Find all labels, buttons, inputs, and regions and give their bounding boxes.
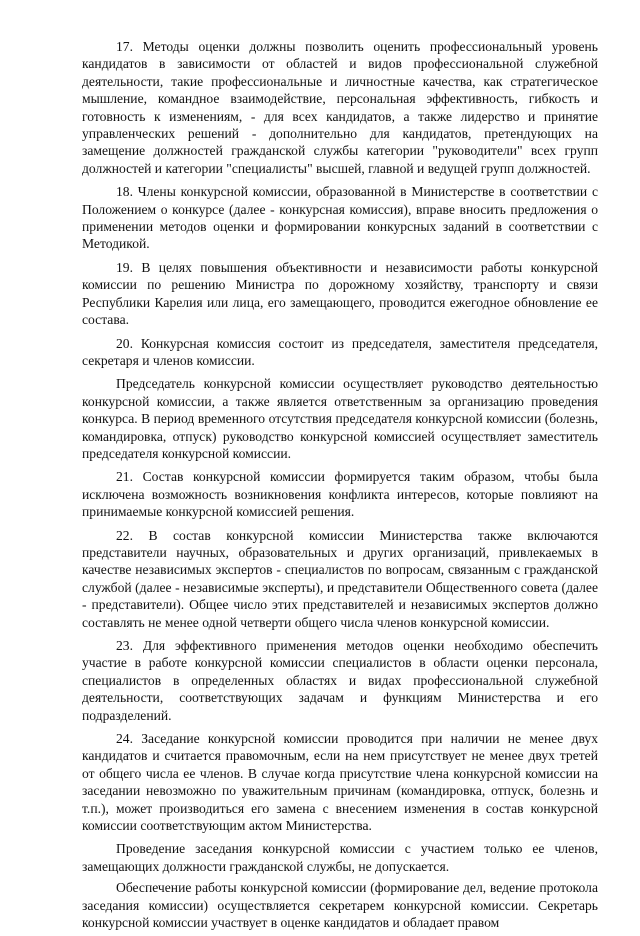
paragraph-24-members: Проведение заседания конкурсной комиссии с участием только ее членов, замещающих должности гражданской службы, не допускается. xyxy=(82,841,598,874)
paragraph-17: 17. Методы оценки должны позволить оценить профессиональный уровень кандидатов в зависимости от областей и видов профессиональной служебной деятельности, такие профессиональные и личностные качества, как стратегическое мышление, командное взаимодействие, персональная эффективность, гибкость и готовность к изменениям, - для всех кандидатов, а также лидерство и принятие управленческих решений - дополнительно для кандидатов, претендующих на замещение должностей гражданской службы категории "руководители" всех групп должностей и категории "специалисты" высшей, главной и ведущей групп должностей. xyxy=(82,39,598,176)
paragraph-23: 23. Для эффективного применения методов оценки необходимо обеспечить участие в работе конкурсной комиссии специалистов в области оценки персонала, специалистов в определенных областях и видах профессиональной служебной деятельности, соответствующих задачам и функциям Министерства и его подразделений. xyxy=(82,638,598,723)
paragraph-20: 20. Конкурсная комиссия состоит из председателя, заместителя председателя, секретаря и членов комиссии. xyxy=(82,335,598,368)
paragraph-20-chairman: Председатель конкурсной комиссии осуществляет руководство деятельностью конкурсной комиссии, а также является ответственным за организацию проведения конкурса. В период временного отсутствия председателя конкурсной комиссии (болезнь, командировка, отпуск) руководство конкурсной комиссией осуществляет заместитель председателя конкурсной комиссии. xyxy=(82,376,598,461)
paragraph-19: 19. В целях повышения объективности и независимости работы конкурсной комиссии по решению Министра по дорожному хозяйству, транспорту и связи Республики Карелия или лица, его замещающего, проводится ежегодное обновление ее состава. xyxy=(82,259,598,328)
document-page xyxy=(82,38,598,936)
paragraph-22: 22. В состав конкурсной комиссии Министерства также включаются представители научных, образовательных и других организаций, привлекаемых в качестве независимых экспертов - специалистов по вопросам, связанным с гражданской службой (далее - независимые эксперты), и представители Общественного совета (далее - представители). Общее число этих представителей и независимых экспертов должно составлять не менее одной четверти общего числа членов конкурсной комиссии. xyxy=(82,527,598,630)
paragraph-18: 18. Члены конкурсной комиссии, образованной в Министерстве в соответствии с Положением о конкурсе (далее - конкурсная комиссия), вправе вносить предложения о применении методов оценки и формировании конкурсных заданий в соответствии с Методикой. xyxy=(82,184,598,252)
paragraph-24-secretary: Обеспечение работы конкурсной комиссии (формирование дел, ведение протокола заседания комиссии) осуществляется секретарем конкурсной комиссии. Секретарь конкурсной комиссии участвует в оценке кандидатов и обладает правом xyxy=(82,880,598,931)
paragraph-24: 24. Заседание конкурсной комиссии проводится при наличии не менее двух кандидатов и считается правомочным, если на нем присутствует не менее двух третей от общего числа ее членов. В случае когда присутствие члена конкурсной комиссии на заседании невозможно по уважительным причинам (командировка, отпуск, болезнь и т.п.), может производиться его замена с внесением изменения в состав конкурсной комиссии соответствующим актом Министерства. xyxy=(82,731,598,834)
paragraph-21: 21. Состав конкурсной комиссии формируется таким образом, чтобы была исключена возможность возникновения конфликта интересов, которые повлияют на принимаемые конкурсной комиссией решения. xyxy=(82,469,598,520)
